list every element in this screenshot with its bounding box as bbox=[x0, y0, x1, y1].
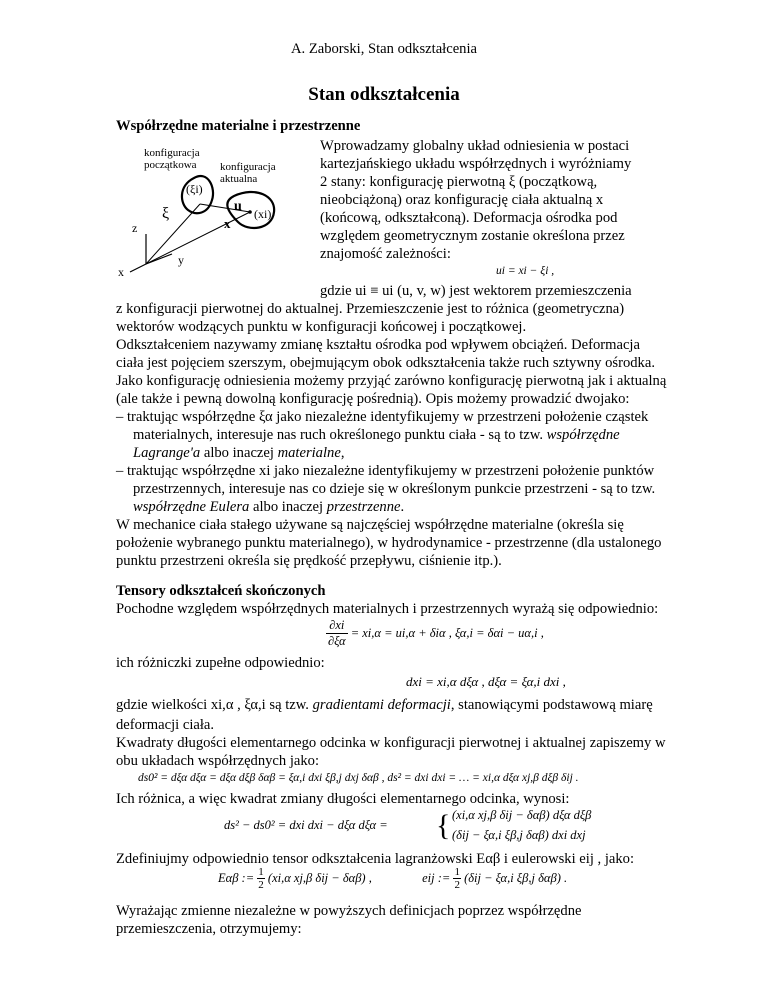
lagrangian-rhs: (xi,α xj,β δij − δαβ) , bbox=[267, 871, 372, 885]
expressing-line-1: Wyrażając zmienne niezależne w powyższych definicjach poprzez współrzędne bbox=[116, 903, 582, 919]
derivative-rhs: = xi,α = ui,α + δiα , ξα,i = δαi − uα,i , bbox=[350, 626, 544, 640]
derivative-denominator: ∂ξα bbox=[328, 634, 346, 648]
configuration-figure bbox=[116, 138, 316, 288]
figure-label-initial-1: konfiguracja bbox=[144, 147, 200, 159]
squares-line-1: Kwadraty długości elementarnego odcinka w konfiguracji pierwotnej i aktualnej zapiszemy w bbox=[116, 735, 666, 751]
body-line-3: Odkształceniem nazywamy zmianę kształtu ośrodka pod wpływem obciążeń. Deformacja bbox=[116, 337, 640, 353]
section-heading-coordinates: Współrzędne materialne i przestrzenne bbox=[116, 118, 361, 134]
difference-top: (xi,α xj,β δij − δαβ) dξα dξβ bbox=[452, 808, 592, 822]
bullet-2-line-2: przestrzennych, interesuje nas co dzieje się w określonym punkcie przestrzeni - są to tzw. bbox=[133, 481, 656, 497]
intro-line-6: względem geometrycznym zostanie określona przez bbox=[320, 228, 625, 244]
body-line-1: z konfiguracji pierwotnej do aktualnej. Przemieszczenie jest to różnica (geometryczna) bbox=[116, 301, 625, 317]
axis-z-label: z bbox=[132, 221, 138, 235]
intro-line-2: kartezjańskiego układu współrzędnych i wyróżniamy bbox=[320, 156, 632, 172]
derivatives-intro: Pochodne względem współrzędnych materialnych i przestrzennych wyrażą się odpowiednio: bbox=[116, 601, 659, 617]
closing-line-3: punktu przestrzeni określa się prędkość przepływu, ciśnienie itp.). bbox=[116, 553, 502, 569]
closing-line-2: położenie wybranego punktu materialnego), w hydrodynamice - przestrzenne (dla ustalonego bbox=[116, 535, 662, 551]
definitions-line: Zdefiniujmy odpowiednio tensor odkształcenia lagranżowski Eαβ i eulerowski eij , jako: bbox=[116, 851, 635, 867]
bullet-2-line-3: współrzędne Eulera albo inaczej przestrzenne. bbox=[133, 499, 405, 515]
deformation-line: deformacji ciała. bbox=[116, 717, 215, 733]
equation-definitions: Eαβ := $\frac{1}{2}$ (xi,α xj,β δij − δαβ) , eij := $\frac{1}{2}$ (δij − ξα,i ξβ,j δαβ) . bbox=[218, 866, 568, 891]
gradients-line: gdzie wielkości xi,α , ξα,i są tzw. gradientami deformacji, stanowiącymi podstawową miarę bbox=[116, 697, 653, 713]
bullet-1-line-2: materialnych, interesuje nas ruch określonego punktu ciała - są to tzw. współrzędne bbox=[133, 427, 620, 443]
intro-line-3: 2 stany: konfigurację pierwotną ξ (początkową, bbox=[320, 174, 598, 190]
closing-line-1: W mechanice ciała stałego używane są najczęściej współrzędne materialne (określa się bbox=[116, 517, 624, 533]
xi-set-label: (ξi) bbox=[186, 182, 203, 196]
intro-line-1: Wprowadzamy globalny układ odniesienia w postaci bbox=[320, 138, 630, 154]
difference-bottom: (δij − ξα,i ξβ,j δαβ) dxi dxj bbox=[452, 828, 586, 842]
bullet-2-line-1: – traktując współrzędne xi jako niezależne identyfikujemy w przestrzeni położenie punktów bbox=[116, 463, 655, 479]
difference-lhs: ds² − ds0² = dxi dxi − dξα dξα = bbox=[224, 818, 388, 832]
x-set-label: (xi) bbox=[254, 207, 272, 221]
intro-line-4: nieobciążoną) oraz konfigurację ciała aktualną x bbox=[320, 192, 604, 208]
squares-line-2: obu układach współrzędnych jako: bbox=[116, 753, 320, 769]
section-heading-tensors: Tensory odkształceń skończonych bbox=[116, 583, 326, 599]
figure-label-initial-2: początkowa bbox=[144, 159, 197, 171]
eulerian-rhs: (δij − ξα,i ξβ,j δαβ) . bbox=[464, 871, 568, 885]
equation-squares: ds0² = dξα dξα = dξα dξβ δαβ = ξα,i dxi ξβ,j dxj δαβ , ds² = dxi dxi = … = xi,α dξα xj,β dξβ δij . bbox=[138, 772, 579, 784]
page-title: Stan odkształcenia bbox=[308, 84, 460, 105]
equation-differentials: dxi = xi,α dξα , dξα = ξα,i dxi , bbox=[406, 674, 566, 689]
derivative-numerator: ∂xi bbox=[326, 618, 348, 634]
body-line-5: Jako konfigurację odniesienia możemy przyjąć zarówno konfigurację pierwotną jak i aktualną bbox=[116, 373, 667, 389]
intro-line-5: (końcową, odkształconą). Deformacja ośrodka pod bbox=[320, 210, 618, 226]
axis-y-label: y bbox=[178, 253, 184, 267]
body-line-6: (ale także i pewną dowolną konfigurację pośrednią). Opis możemy prowadzić dwojako: bbox=[116, 391, 630, 407]
intro-line-7: znajomość zależności: bbox=[320, 246, 451, 262]
difference-line: Ich różnica, a więc kwadrat zmiany długości elementarnego odcinka, wynosi: bbox=[116, 791, 570, 807]
axis-x-label: x bbox=[118, 265, 124, 279]
document-page: A. Zaborski, Stan odkształcenia Stan odkształcenia Współrzędne materialne i przestrzenne konfiguracja początkowa konfiguracja aktualna (ξi) (xi) z y x ξ u x Wprowadzamy globalny układ odniesienia w postaci kartezjańskiego układu współrzędnych i wyróżniamy 2 stany: konfigurację pierwotną ξ (początkową, nieobciążoną) oraz konfigurację ciała aktualną x (końcową, odkształconą). Deformacja ośrodka pod względem geometrycznym zostanie określona przez znajomość zależności: ui = xi − ξi , gdzie ui ≡ ui (u, v, w) jest wektorem przemieszczenia z konfiguracji pierwotnej do aktualnej. Przemieszczenie jest to różnica (geometryczna) wektorów wodzących punktu w konfiguracji końcowej i początkowej. Odkształceniem nazywamy zmianę kształtu ośrodka pod wpływem obciążeń. Deformacja ciała jest pojęciem szerszym, obejmującym obok odkształcenia także ruch sztywny ośrodka. Jako konfigurację odniesienia możemy przyjąć zarówno konfigurację pierwotną jak i aktualną (ale także i pewną dowolną konfigurację pośrednią). Opis możemy prowadzić dwojako: – traktując współrzędne ξα jako niezależne identyfikujemy w przestrzeni położenie cząstek materialnych, interesuje nas ruch określonego punktu ciała - są to tzw. współrzędne Lagrange'a albo inaczej materialne, – traktując współrzędne xi jako niezależne identyfikujemy w przestrzeni położenie punktów przestrzennych, interesuje nas co dzieje się w określonym punkcie przestrzeni - są to tzw. współrzędne Eulera albo inaczej przestrzenne. W mechanice ciała stałego używane są najczęściej współrzędne materialne (określa się położenie wybranego punktu materialnego), w hydrodynamice - przestrzenne (dla ustalonego punktu przestrzeni określa się prędkość przepływu, ciśnienie itp.). Tensory odkształceń skończonych Pochodne względem współrzędnych materialnych i przestrzennych wyrażą się odpowiednio: $\frac{\partial xi}{\partial\xi\alpha}$ = xi,α = ui,α + δiα , ξα,i = δαi − uα,i , ich różniczki zupełne odpowiednio: dxi = xi,α dξα , dξα = ξα,i dxi , gdzie wielkości xi,α , ξα,i są tzw. gradientami deformacji, stanowiącymi podstawową miarę deformacji ciała. Kwadraty długości elementarnego odcinka w konfiguracji pierwotnej i aktualnej zapiszemy w obu układach współrzędnych jako: ds0² = dξα dξα = dξα dξβ δαβ = ξα,i dxi ξβ,j dxj δαβ , ds² = dxi dxi = … = xi,α dξα xj,β dξβ δij . Ich różnica, a więc kwadrat zmiany długości elementarnego odcinka, wynosi: ds² − ds0² = dxi dxi − dξα dξα = { (xi,α xj,β δij − δαβ) dξα dξβ (δij − ξα,i ξβ,j δαβ) dxi dxj Zdefiniujmy odpowiednio tensor odkształcenia lagranżowski Eαβ i eulerowski eij , jako: Eαβ := $\frac{1}{2}$ (xi,α xj,β δij − δαβ) , eij := $\frac{1}{2}$ (δij − ξα,i ξβ,j δαβ) . Wyrażając zmienne niezależne w powyższych definicjach poprzez współrzędne przemieszczenia, otrzymujemy: bbox=[0, 0, 768, 994]
differentials-intro: ich różniczki zupełne odpowiednio: bbox=[116, 655, 325, 671]
running-header: A. Zaborski, Stan odkształcenia bbox=[290, 41, 478, 57]
where-line: gdzie ui ≡ ui (u, v, w) jest wektorem przemieszczenia bbox=[320, 283, 632, 299]
body-line-4: ciała jest pojęciem szerszym, obejmującym obok odkształcenia także ruch sztywny ośrodka. bbox=[116, 355, 655, 371]
equation-displacement: ui = xi − ξi , bbox=[496, 265, 555, 277]
figure-label-current-1: konfiguracja bbox=[220, 161, 276, 173]
equation-derivatives bbox=[326, 618, 544, 649]
x-vector-label: x bbox=[224, 216, 231, 231]
bullet-1-line-1: – traktując współrzędne ξα jako niezależne identyfikujemy w przestrzeni położenie cząstek bbox=[116, 409, 649, 425]
expressing-line-2: przemieszczenia, otrzymujemy: bbox=[116, 921, 302, 937]
u-vector-label: u bbox=[234, 199, 242, 214]
xi-vector-label: ξ bbox=[162, 205, 170, 222]
body-line-2: wektorów wodzących punktu w konfiguracji końcowej i początkowej. bbox=[116, 319, 527, 335]
lagrangian-lhs: Eαβ := bbox=[218, 871, 258, 885]
eulerian-lhs: eij := bbox=[422, 871, 454, 885]
bullet-1-line-3: Lagrange'a albo inaczej materialne, bbox=[133, 445, 345, 461]
figure-label-current-2: aktualna bbox=[220, 173, 258, 185]
